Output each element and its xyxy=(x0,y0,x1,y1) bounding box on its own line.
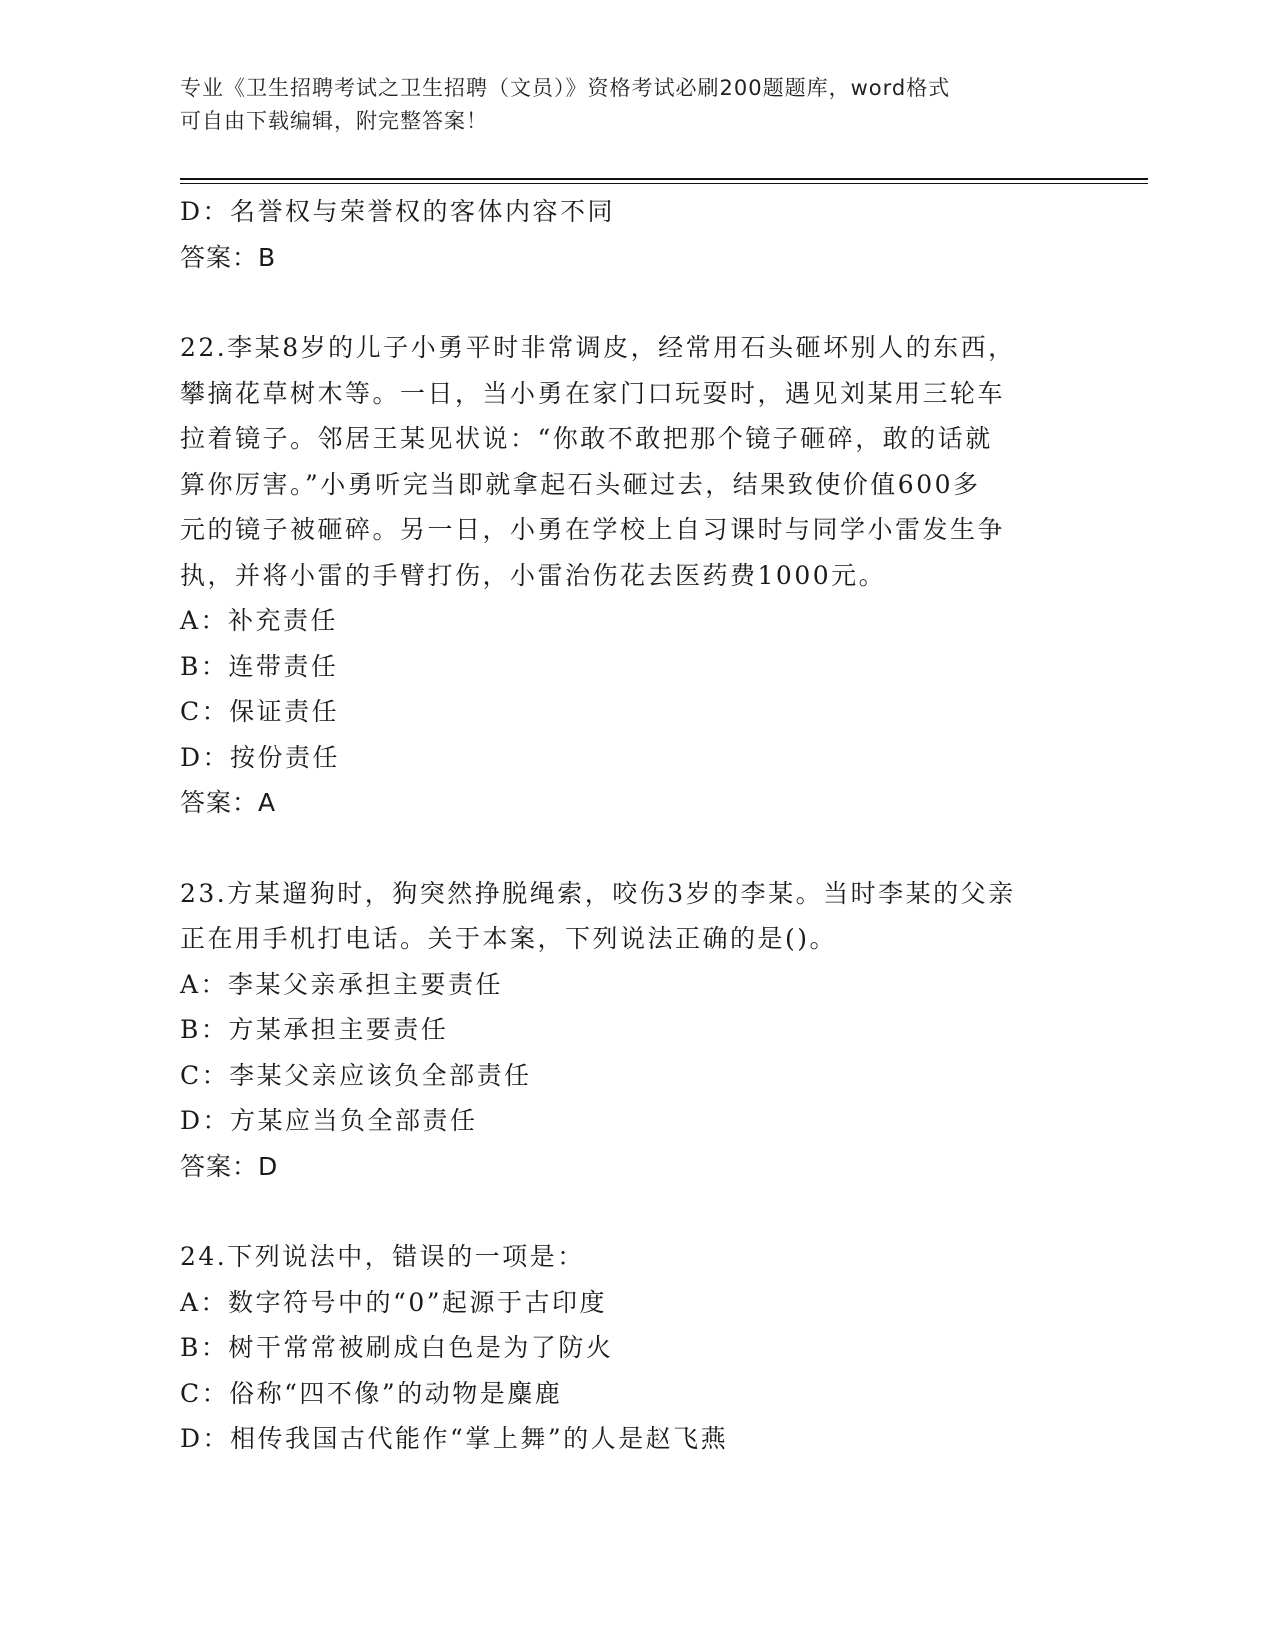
q23-answer: 答案：D xyxy=(180,1151,279,1181)
q23-option-c: C：李某父亲应该负全部责任 xyxy=(180,1060,532,1090)
header-divider-thin xyxy=(180,183,1148,184)
q23-option-d: D：方某应当负全部责任 xyxy=(180,1106,478,1135)
question-22 xyxy=(180,325,1070,826)
header-line-2: 可自由下载编辑，附完整答案！ xyxy=(180,109,488,133)
q24-option-c: C：俗称“四不像”的动物是麋鹿 xyxy=(180,1378,563,1408)
q23-stem-line: 23.方某遛狗时，狗突然挣脱绳索，咬伤3岁的李某。当时李某的父亲 xyxy=(180,878,1016,908)
q22-stem-line: 拉着镜子。邻居王某见状说：“你敢不敢把那个镜子砸碎，敢的话就 xyxy=(180,424,993,453)
q24-option-b: B：树干常常被刷成白色是为了防火 xyxy=(180,1333,614,1362)
q24-option-a: A：数字符号中的“0”起源于古印度 xyxy=(180,1287,608,1317)
q23-option-b: B：方某承担主要责任 xyxy=(180,1015,449,1044)
q22-answer: 答案：A xyxy=(180,788,277,817)
q24-stem-line: 24.下列说法中，错误的一项是： xyxy=(180,1242,585,1271)
q23-stem-line: 正在用手机打电话。关于本案，下列说法正确的是()。 xyxy=(180,924,838,953)
q22-stem-line: 算你厉害。”小勇听完当即就拿起石头砸过去，结果致使价值600多 xyxy=(180,469,981,499)
question-24 xyxy=(180,1234,1070,1462)
q22-option-a: A：补充责任 xyxy=(180,606,339,635)
spacer xyxy=(180,1189,1070,1234)
q24-option-d: D：相传我国古代能作“掌上舞”的人是赵飞燕 xyxy=(180,1424,729,1453)
q21-answer: 答案：B xyxy=(180,242,277,272)
q22-stem-line: 22.李某8岁的儿子小勇平时非常调皮，经常用石头砸坏别人的东西， xyxy=(180,333,1016,362)
q22-option-b: B：连带责任 xyxy=(180,651,339,681)
q23-option-a: A：李某父亲承担主要责任 xyxy=(180,969,504,999)
q22-stem-line: 执，并将小雷的手臂打伤，小雷治伤花去医药费1000元。 xyxy=(180,560,887,590)
spacer xyxy=(180,826,1070,871)
header-line-1: 专业《卫生招聘考试之卫生招聘（文员）》资格考试必刷200题题库，word格式 xyxy=(180,76,951,100)
spacer xyxy=(180,280,1070,325)
document-header xyxy=(180,72,1080,138)
q22-stem-line: 元的镜子被砸碎。另一日，小勇在学校上自习课时与同学小雷发生争 xyxy=(180,515,1006,544)
q22-option-c: C：保证责任 xyxy=(180,697,340,726)
q22-option-d: D：按份责任 xyxy=(180,742,341,772)
q22-stem-line: 攀摘花草树木等。一日，当小勇在家门口玩耍时，遇见刘某用三轮车 xyxy=(180,378,1006,408)
header-divider-thick xyxy=(180,178,1148,180)
question-23 xyxy=(180,871,1070,1190)
q21-option-d: D：名誉权与荣誉权的客体内容不同 xyxy=(180,197,616,226)
question-content xyxy=(180,189,1070,1462)
